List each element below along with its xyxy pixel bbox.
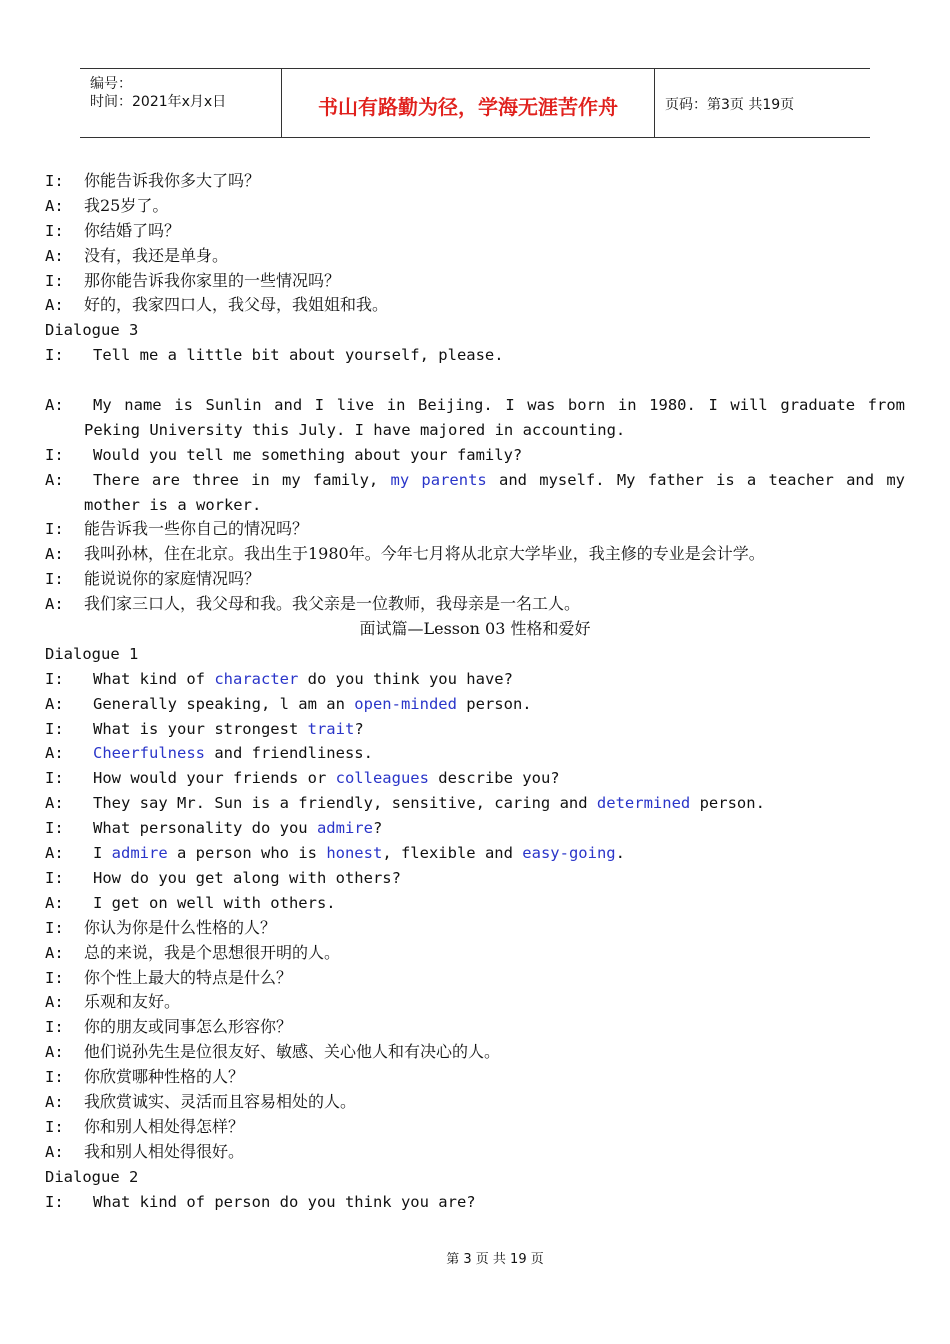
page-footer: 第 3 页 共 19 页 bbox=[446, 1252, 544, 1267]
dialogue-title: Dialogue 2 bbox=[45, 1167, 139, 1186]
line-text: 你欣赏哪种性格的人？ bbox=[84, 1067, 245, 1087]
keyword-highlight: admire bbox=[316, 819, 373, 838]
motto: 书山有路勤为径，学海无涯苦作舟 bbox=[318, 95, 618, 119]
line-text bbox=[93, 717, 364, 742]
dialogue-line bbox=[45, 766, 910, 791]
speaker-label: I: bbox=[45, 445, 64, 464]
speaker-label: I: bbox=[45, 968, 64, 987]
dialogue-line bbox=[45, 567, 910, 592]
speaker-label: I: bbox=[45, 669, 64, 688]
line-text: 你个性上最大的特点是什么？ bbox=[84, 967, 293, 987]
page-info: 页码：第3页 共19页 bbox=[665, 97, 795, 113]
dialogue-line bbox=[45, 791, 910, 816]
date-label: 时间：2021年x月x日 bbox=[90, 94, 227, 110]
dialogue-line bbox=[45, 866, 910, 891]
dialogue-line bbox=[45, 1065, 910, 1090]
speaker-label: A: bbox=[45, 844, 64, 863]
continuation-line bbox=[45, 493, 910, 518]
text-segment: person. bbox=[456, 694, 532, 713]
blank-line bbox=[45, 368, 910, 393]
text-segment: Generally speaking, l am an bbox=[93, 694, 355, 713]
dialogue-title: Dialogue 3 bbox=[45, 321, 139, 340]
speaker-label: A: bbox=[45, 595, 64, 614]
speaker-label: A: bbox=[45, 993, 64, 1012]
text-segment: ? bbox=[354, 719, 364, 738]
dialogue-line bbox=[45, 1140, 910, 1165]
speaker-label: I: bbox=[45, 868, 64, 887]
dialogue-line bbox=[45, 891, 910, 916]
line-text: 总的来说，我是个思想很开明的人。 bbox=[84, 942, 341, 962]
line-text: 他们说孙先生是位很友好、敏感、关心他人和有决心的人。 bbox=[84, 1042, 501, 1062]
speaker-label: I: bbox=[45, 570, 64, 589]
line-text: 你认为你是什么性格的人？ bbox=[84, 917, 277, 937]
text-segment: . bbox=[615, 844, 625, 863]
speaker-label: I: bbox=[45, 346, 64, 365]
dialogue-line bbox=[45, 293, 910, 318]
line-text: 你的朋友或同事怎么形容你？ bbox=[84, 1017, 293, 1037]
line-text bbox=[93, 841, 625, 866]
speaker-label: I: bbox=[45, 1018, 64, 1037]
speaker-label: I: bbox=[45, 172, 64, 190]
dialogue-heading bbox=[45, 642, 910, 667]
dialogue-line bbox=[45, 542, 910, 567]
text-segment: , flexible and bbox=[382, 844, 523, 863]
line-text: 能告诉我一些你自己的情况吗？ bbox=[84, 519, 309, 539]
speaker-label: A: bbox=[45, 296, 64, 315]
keyword-highlight: determined bbox=[596, 794, 691, 813]
speaker-label: I: bbox=[45, 719, 64, 738]
line-text: 能说说你的家庭情况吗？ bbox=[84, 569, 261, 589]
dialogue-line bbox=[45, 517, 910, 542]
dialogue-line bbox=[45, 244, 910, 269]
keyword-highlight: Cheerfulness bbox=[93, 744, 205, 763]
line-text: 你能告诉我你多大了吗？ bbox=[84, 171, 261, 190]
line-text: My name is Sunlin and I live in Beijing. I was born in 1980. I will graduate from bbox=[93, 396, 905, 415]
speaker-label: A: bbox=[45, 943, 64, 962]
dialogue-line bbox=[45, 692, 910, 717]
dialogue-line bbox=[45, 841, 910, 866]
line-text bbox=[93, 741, 373, 766]
speaker-label: A: bbox=[45, 893, 64, 912]
dialogue-line bbox=[45, 941, 910, 966]
line-text bbox=[93, 791, 765, 816]
text-segment: describe you? bbox=[428, 769, 560, 788]
speaker-label: I: bbox=[45, 1068, 64, 1087]
dialogue-line bbox=[45, 717, 910, 742]
speaker-label: A: bbox=[45, 1092, 64, 1111]
speaker-label: A: bbox=[45, 1043, 64, 1062]
line-text: 乐观和友好。 bbox=[84, 992, 181, 1012]
dialogue-line bbox=[45, 667, 910, 692]
speaker-label: A: bbox=[45, 744, 64, 763]
number-label: 编号： bbox=[90, 76, 132, 92]
text-segment: What is your strongest bbox=[93, 719, 308, 738]
line-text: mother is a worker. bbox=[84, 495, 262, 514]
dialogue-heading bbox=[45, 318, 910, 343]
keyword-highlight: my parents bbox=[390, 470, 487, 489]
line-text: 我欣赏诚实、灵活而且容易相处的人。 bbox=[84, 1091, 357, 1111]
continuation-line bbox=[45, 418, 910, 443]
line-text bbox=[93, 667, 513, 692]
lesson-title: 面试篇—Lesson 03 性格和爱好 bbox=[359, 619, 591, 639]
line-text: Peking University this July. I have majored in accounting. bbox=[84, 420, 626, 439]
keyword-highlight: honest bbox=[326, 844, 383, 863]
speaker-label: I: bbox=[45, 1192, 64, 1211]
line-text: How do you get along with others? bbox=[93, 868, 401, 887]
dialogue-body bbox=[45, 169, 910, 1214]
header-page-cell bbox=[655, 69, 870, 137]
speaker-label: A: bbox=[45, 196, 64, 215]
speaker-label: A: bbox=[45, 1142, 64, 1161]
keyword-highlight: open-minded bbox=[354, 694, 457, 713]
line-text bbox=[93, 692, 532, 717]
line-text: 我25岁了。 bbox=[84, 195, 169, 215]
dialogue-line bbox=[45, 966, 910, 991]
dialogue-line bbox=[45, 443, 910, 468]
speaker-label: I: bbox=[45, 1117, 64, 1136]
dialogue-line bbox=[45, 219, 910, 244]
header-table bbox=[80, 68, 870, 138]
text-segment: and myself. My father is a teacher and my bbox=[499, 470, 905, 489]
line-text bbox=[93, 468, 905, 493]
speaker-label: I: bbox=[45, 221, 64, 240]
text-segment: How would your friends or bbox=[93, 769, 336, 788]
header-motto-cell bbox=[282, 69, 655, 137]
speaker-label: A: bbox=[45, 794, 64, 813]
dialogue-line bbox=[45, 194, 910, 219]
text-segment: and friendliness. bbox=[204, 744, 373, 763]
dialogue-line bbox=[45, 916, 910, 941]
line-text: 没有，我还是单身。 bbox=[84, 245, 229, 265]
line-text bbox=[93, 766, 560, 791]
speaker-label: A: bbox=[45, 694, 64, 713]
dialogue-line bbox=[45, 592, 910, 617]
line-text: 我们家三口人，我父母和我。我父亲是一位教师，我母亲是一名工人。 bbox=[84, 594, 581, 614]
line-text: 那你能告诉我你家里的一些情况吗？ bbox=[84, 270, 341, 290]
lesson-heading bbox=[45, 617, 910, 642]
dialogue-line bbox=[45, 269, 910, 294]
speaker-label: A: bbox=[45, 470, 64, 489]
speaker-label: I: bbox=[45, 769, 64, 788]
dialogue-line bbox=[45, 1015, 910, 1040]
dialogue-line bbox=[45, 1190, 910, 1215]
text-segment: do you think you have? bbox=[298, 669, 513, 688]
keyword-highlight: character bbox=[214, 669, 299, 688]
keyword-highlight: easy-going bbox=[522, 844, 616, 863]
text-segment: person. bbox=[690, 794, 765, 813]
line-text: 你结婚了吗？ bbox=[84, 220, 181, 240]
keyword-highlight: admire bbox=[111, 844, 168, 863]
speaker-label: A: bbox=[45, 396, 64, 415]
header-meta-cell bbox=[80, 69, 282, 137]
dialogue-title: Dialogue 1 bbox=[45, 644, 139, 663]
text-segment: a person who is bbox=[167, 844, 327, 863]
dialogue-line bbox=[45, 393, 910, 418]
speaker-label: A: bbox=[45, 246, 64, 265]
line-text: What kind of person do you think you are? bbox=[93, 1192, 476, 1211]
dialogue-line bbox=[45, 1115, 910, 1140]
dialogue-line bbox=[45, 816, 910, 841]
speaker-label: I: bbox=[45, 271, 64, 290]
dialogue-line bbox=[45, 990, 910, 1015]
dialogue-heading bbox=[45, 1165, 910, 1190]
text-segment: What kind of bbox=[93, 669, 215, 688]
speaker-label: I: bbox=[45, 819, 64, 838]
line-text: 我和别人相处得很好。 bbox=[84, 1141, 245, 1161]
dialogue-line bbox=[45, 169, 910, 194]
speaker-label: A: bbox=[45, 545, 64, 564]
text-segment: There are three in my family, bbox=[93, 470, 379, 489]
line-text: 我叫孙林，住在北京。我出生于1980年。今年七月将从北京大学毕业，我主修的专业是会计学。 bbox=[84, 544, 765, 564]
dialogue-line bbox=[45, 468, 910, 493]
line-text: Tell me a little bit about yourself, please. bbox=[93, 346, 504, 365]
dialogue-line bbox=[45, 1090, 910, 1115]
text-segment: They say Mr. Sun is a friendly, sensitive, caring and bbox=[93, 794, 597, 813]
line-text: I get on well with others. bbox=[93, 893, 336, 912]
line-text bbox=[93, 816, 382, 841]
dialogue-line bbox=[45, 343, 910, 368]
line-text: 你和别人相处得怎样？ bbox=[84, 1116, 245, 1136]
keyword-highlight: trait bbox=[307, 719, 355, 738]
speaker-label: I: bbox=[45, 520, 64, 539]
line-text: Would you tell me something about your family? bbox=[93, 445, 523, 464]
text-segment: I bbox=[93, 844, 112, 863]
dialogue-line bbox=[45, 1040, 910, 1065]
text-segment: What personality do you bbox=[93, 819, 317, 838]
line-text: 好的，我家四口人，我父母，我姐姐和我。 bbox=[84, 295, 389, 315]
dialogue-line bbox=[45, 741, 910, 766]
keyword-highlight: colleagues bbox=[335, 769, 429, 788]
speaker-label: I: bbox=[45, 918, 64, 937]
text-segment: ? bbox=[372, 819, 383, 838]
